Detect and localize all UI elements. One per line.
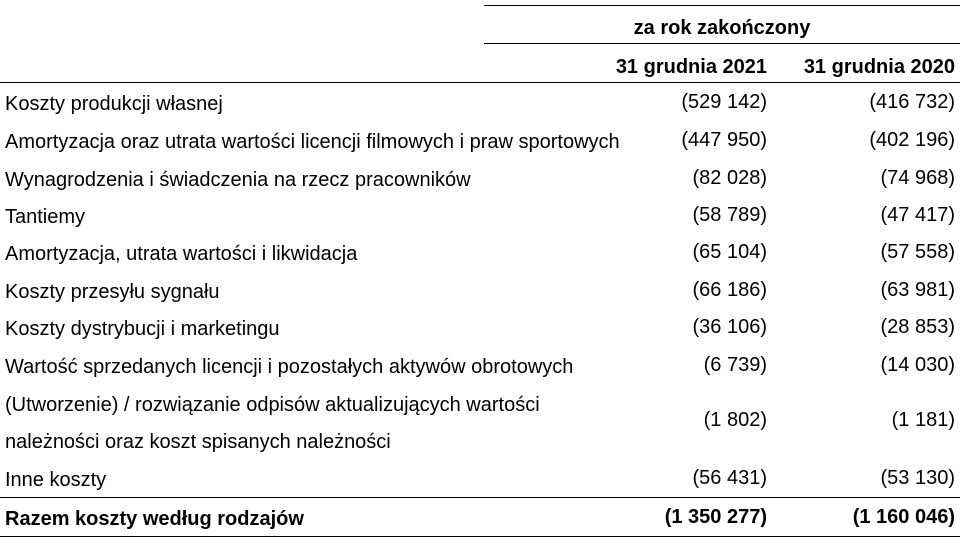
row-label: Wartość sprzedanych licencji i pozostałych aktywów obrotowych	[5, 356, 574, 378]
row-label: Koszty produkcji własnej	[5, 93, 223, 115]
row-value-2020: (63 981)	[880, 279, 955, 301]
header-col-2020: 31 grudnia 2020	[803, 56, 955, 78]
header-group-label: za rok zakończony	[633, 17, 811, 39]
row-value-2021: (56 431)	[692, 467, 767, 489]
row-value-2020: (74 968)	[880, 167, 955, 189]
row-value-2020: (416 732)	[869, 91, 955, 113]
row-value-2020: (402 196)	[869, 129, 955, 151]
row-value-2021: (58 789)	[692, 204, 767, 226]
row-label: Inne koszty	[5, 469, 107, 491]
row-value-2021: (66 186)	[692, 279, 767, 301]
row-value-2020: (1 181)	[891, 409, 955, 431]
row-value-2021: (1 802)	[703, 409, 767, 431]
row-value-2020: (47 417)	[880, 204, 955, 226]
total-bottom-rule	[0, 536, 960, 537]
row-value-2021: (529 142)	[681, 91, 767, 113]
row-label-line2: należności oraz koszt spisanych należności	[5, 431, 391, 453]
header-bottom-rule	[0, 82, 960, 83]
header-col-2021: 31 grudnia 2021	[615, 56, 767, 78]
row-value-2021: (36 106)	[692, 316, 767, 338]
row-value-2021: (447 950)	[681, 129, 767, 151]
total-value-2021: (1 350 277)	[664, 506, 767, 528]
row-label: Amortyzacja, utrata wartości i likwidacja	[5, 243, 358, 265]
total-label: Razem koszty według rodzajów	[5, 508, 304, 530]
row-label: Koszty dystrybucji i marketingu	[5, 318, 280, 340]
total-top-rule	[0, 497, 960, 498]
total-value-2020: (1 160 046)	[852, 506, 955, 528]
row-value-2020: (57 558)	[880, 241, 955, 263]
row-value-2021: (65 104)	[692, 241, 767, 263]
header-group-rule	[484, 43, 960, 44]
header-top-rule	[484, 5, 960, 6]
row-value-2021: (6 739)	[703, 354, 767, 376]
row-label: Amortyzacja oraz utrata wartości licencji filmowych i praw sportowych	[5, 131, 620, 153]
row-value-2020: (53 130)	[880, 467, 955, 489]
row-value-2020: (14 030)	[880, 354, 955, 376]
row-label-line1: (Utworzenie) / rozwiązanie odpisów aktualizujących wartości	[5, 394, 540, 416]
row-label: Wynagrodzenia i świadczenia na rzecz pracowników	[5, 169, 471, 191]
row-label: Koszty przesyłu sygnału	[5, 281, 220, 303]
row-value-2021: (82 028)	[692, 167, 767, 189]
row-value-2020: (28 853)	[880, 316, 955, 338]
row-label: Tantiemy	[5, 206, 86, 228]
